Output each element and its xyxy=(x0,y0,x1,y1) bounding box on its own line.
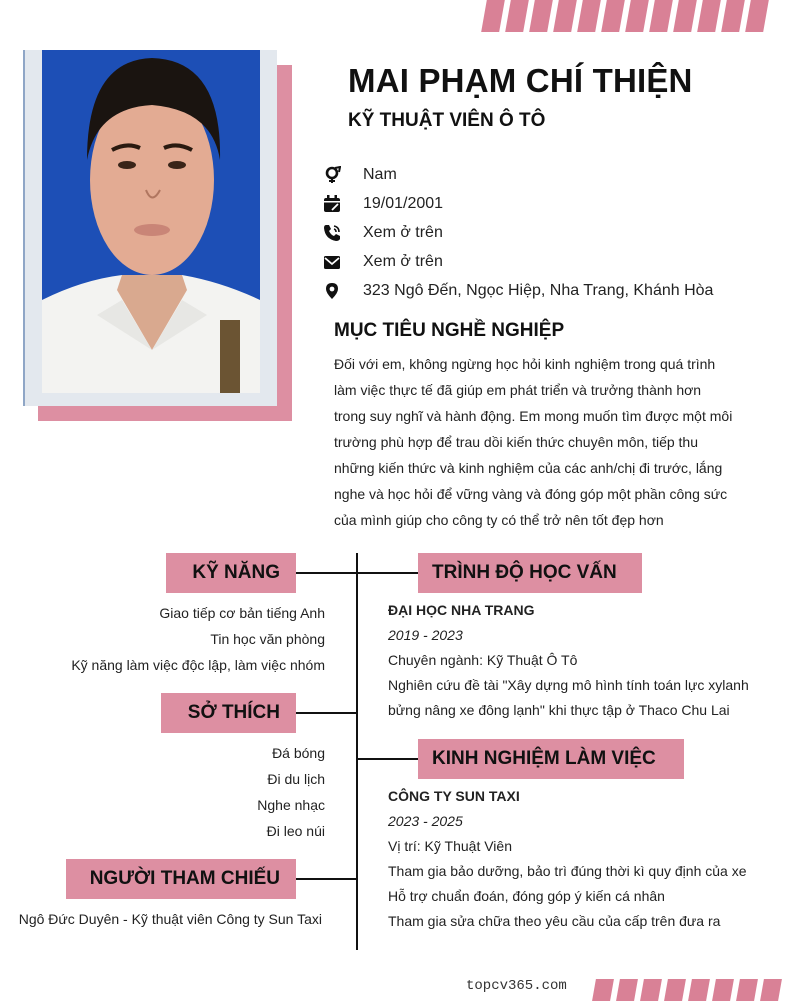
info-phone xyxy=(322,218,713,247)
candidate-name: MAI PHẠM CHÍ THIỆN xyxy=(348,62,693,99)
hobbies-title: SỞ THÍCH xyxy=(187,702,280,723)
objective-title: MỤC TIÊU NGHỀ NGHIỆP xyxy=(334,320,565,341)
skill-item: Tin học văn phòng xyxy=(210,631,325,647)
education-title: TRÌNH ĐỘ HỌC VẤN xyxy=(432,562,617,583)
hobby-item: Đi leo núi xyxy=(266,823,325,839)
personal-info xyxy=(322,160,713,305)
education-details xyxy=(388,598,749,723)
info-email xyxy=(322,247,713,276)
decorative-stripes-bottom xyxy=(594,979,790,1001)
objective-line: của mình giúp cho công ty có thể trở nên tốt đẹp hơn xyxy=(334,512,664,528)
experience-line: Tham gia sửa chữa theo yêu cầu của cấp trên đưa ra xyxy=(388,913,721,929)
objective-line: trong suy nghĩ và hành động. Em mong muốn tìm được một môi xyxy=(334,408,733,424)
references-heading xyxy=(66,859,296,899)
skill-item: Kỹ năng làm việc độc lập, làm việc nhóm xyxy=(71,657,325,673)
experience-title: KINH NGHIỆM LÀM VIỆC xyxy=(432,748,656,769)
experience-heading xyxy=(418,739,684,779)
skill-item: Giao tiếp cơ bản tiếng Anh xyxy=(159,605,325,621)
info-birthdate-value: 19/01/2001 xyxy=(363,194,444,212)
reference-item: Ngô Đức Duyên - Kỹ thuật viên Công ty Sun Taxi xyxy=(18,911,322,927)
experience-details xyxy=(388,784,747,934)
objective-line: nghe và học hỏi để vững vàng và đóng góp một phần công sức xyxy=(334,486,728,502)
calendar-icon xyxy=(322,195,342,213)
experience-line: Vị trí: Kỹ Thuật Viên xyxy=(388,838,512,854)
education-line: bửng nâng xe đông lạnh" khi thực tập ở Thaco Chu Lai xyxy=(388,702,730,718)
objective-line: làm việc thực tế đã giúp em phát triển và trưởng thành hơn xyxy=(334,382,702,398)
photo-frame xyxy=(23,50,277,406)
hobbies-heading xyxy=(161,693,296,733)
experience-line: Tham gia bảo dưỡng, bảo trì đúng thời kì quy định của xe xyxy=(388,863,747,879)
phone-icon xyxy=(322,224,342,242)
hobby-item: Đá bóng xyxy=(272,745,325,761)
footer-site: topcv365.com xyxy=(466,978,567,994)
education-line: Nghiên cứu đề tài "Xây dựng mô hình tính toán lực xylanh xyxy=(388,677,749,693)
references-list xyxy=(19,906,322,932)
objective-text xyxy=(334,351,754,533)
info-address-value: 323 Ngô Đến, Ngọc Hiệp, Nha Trang, Khánh Hòa xyxy=(363,281,714,299)
location-icon xyxy=(322,282,342,300)
gender-icon xyxy=(322,166,342,184)
info-address xyxy=(322,276,713,305)
profile-photo xyxy=(42,50,260,393)
experience-company: CÔNG TY SUN TAXI xyxy=(388,788,520,804)
timeline-divider xyxy=(356,553,358,950)
education-heading xyxy=(418,553,642,593)
connector-line xyxy=(296,572,418,574)
objective-line: trường phù hợp để trau dồi kiến thức chuyên môn, tiếp thu xyxy=(334,434,698,450)
info-gender-value: Nam xyxy=(363,165,397,183)
objective-line: những kiến thức và kinh nghiệm của các anh/chị đi trước, lắng xyxy=(334,460,723,476)
info-birthdate xyxy=(322,189,713,218)
skills-title: KỸ NĂNG xyxy=(192,562,280,583)
hobby-item: Đi du lịch xyxy=(267,771,325,787)
hobbies-list xyxy=(257,740,325,844)
education-period: 2019 - 2023 xyxy=(388,627,463,643)
connector-line xyxy=(296,878,357,880)
references-title: NGƯỜI THAM CHIẾU xyxy=(89,868,280,889)
info-gender xyxy=(322,160,713,189)
experience-line: Hỗ trợ chuẩn đoán, đóng góp ý kiến cá nhân xyxy=(388,888,665,904)
decorative-stripes-top xyxy=(484,0,790,32)
education-school: ĐẠI HỌC NHA TRANG xyxy=(388,602,535,618)
info-email-value: Xem ở trên xyxy=(363,252,443,270)
candidate-role: KỸ THUẬT VIÊN Ô TÔ xyxy=(348,110,546,131)
education-line: Chuyên ngành: Kỹ Thuật Ô Tô xyxy=(388,652,578,668)
info-phone-value: Xem ở trên xyxy=(363,223,443,241)
skills-heading xyxy=(166,553,296,593)
connector-line xyxy=(357,758,418,760)
connector-line xyxy=(296,712,357,714)
experience-period: 2023 - 2025 xyxy=(388,813,463,829)
skills-list xyxy=(71,600,325,678)
email-icon xyxy=(322,253,342,271)
objective-line: Đối với em, không ngừng học hỏi kinh nghiệm trong quá trình xyxy=(334,356,716,372)
hobby-item: Nghe nhạc xyxy=(257,797,325,813)
